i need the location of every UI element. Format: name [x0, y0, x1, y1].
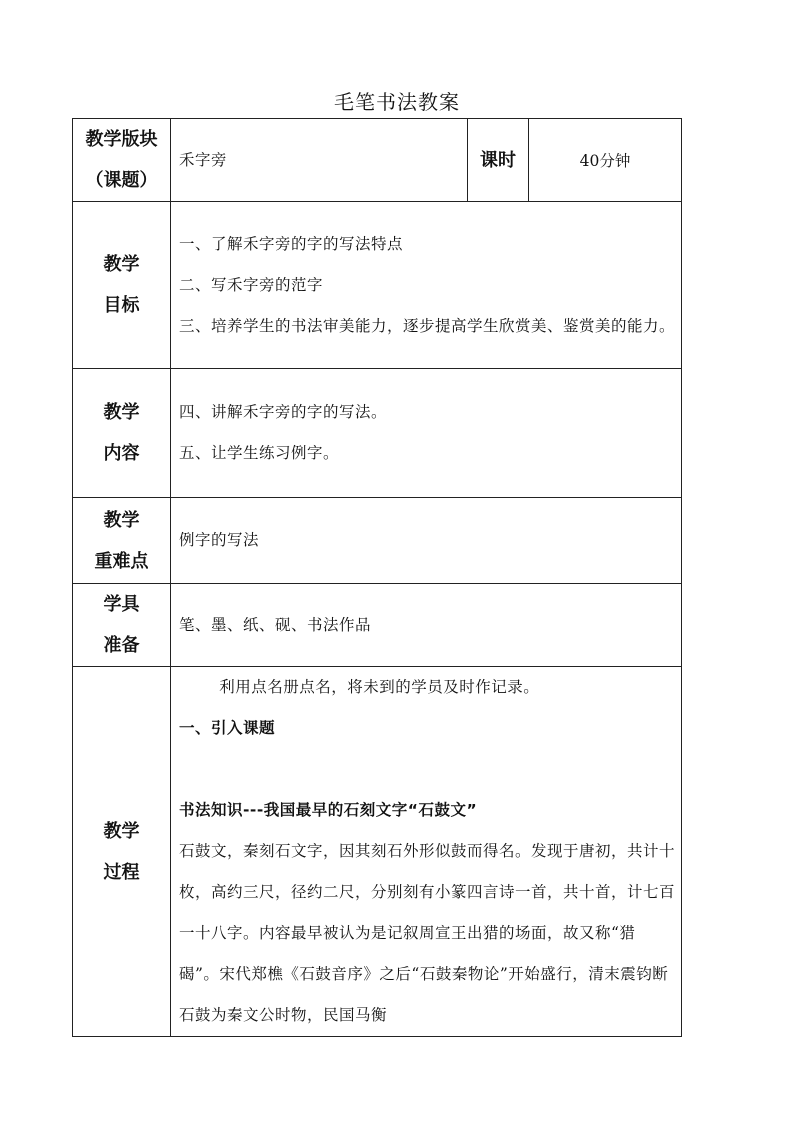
- page-title: 毛笔书法教案: [334, 90, 460, 114]
- process-label-line-2: 过程: [103, 861, 140, 883]
- goals-row: [73, 202, 682, 369]
- goals-label-line-2: 目标: [103, 295, 140, 316]
- goal-item: 二、写禾字旁的范字: [179, 275, 324, 294]
- knowledge-body: 石鼓文，秦刻石文字，因其刻石外形似鼓而得名。发现于唐初，共计十枚，高约三尺，径约二尺，分别刻有小篆四言诗一首，共十首，计七百一十八字。内容最早被认为是记叙周宣王出猎的场面，故又称“猎碣”。宋代郑樵《石鼓音序》之后“石鼓秦物论”开始盛行，清末震钧断石鼓为秦文公时物，民国马衡: [179, 842, 676, 1024]
- goal-item: 一、了解禾字旁的字的写法特点: [179, 234, 404, 253]
- process-label-cell: [73, 667, 171, 1037]
- knowledge-heading: 书法知识---我国最早的石刻文字“石鼓文”: [179, 801, 478, 819]
- process-content: [171, 667, 682, 1037]
- period-value: 40分钟: [529, 119, 682, 202]
- module-label-line-1: 教学版块: [85, 129, 158, 150]
- tools-label-cell: [73, 584, 171, 667]
- blank-line: [179, 749, 675, 790]
- process-label-line-1: 教学: [103, 820, 140, 842]
- content-row: [73, 369, 682, 498]
- tools-label-line-1: 学具: [103, 594, 140, 615]
- lesson-plan-table: [72, 118, 682, 1037]
- difficulty-value: 例字的写法: [171, 498, 682, 584]
- content-item: 四、讲解禾字旁的字的写法。: [179, 403, 388, 421]
- module-label-cell: [73, 119, 171, 202]
- goals-content: [171, 202, 682, 369]
- goals-label-line-1: 教学: [103, 254, 140, 275]
- roll-call-text: 利用点名册点名，将未到的学员及时作记录。: [219, 678, 540, 696]
- period-label: 课时: [468, 119, 529, 202]
- content-item: 五、让学生练习例字。: [179, 444, 340, 462]
- goals-label-cell: [73, 202, 171, 369]
- difficulty-label-line-1: 教学: [103, 509, 140, 531]
- tools-value: 笔、墨、纸、砚、书法作品: [171, 584, 682, 667]
- content-label-line-2: 内容: [103, 443, 140, 464]
- tools-label-line-2: 准备: [103, 635, 140, 656]
- process-row: [73, 667, 682, 1037]
- header-row: [73, 119, 682, 202]
- section-heading: 一、引入课题: [179, 719, 276, 737]
- module-label-line-2: （课题）: [85, 170, 158, 191]
- difficulty-label-cell: [73, 498, 171, 584]
- content-label-cell: [73, 369, 171, 498]
- module-value: 禾字旁: [171, 119, 468, 202]
- content-label-line-1: 教学: [103, 402, 140, 423]
- goal-item: 三、培养学生的书法审美能力，逐步提高学生欣赏美、鉴赏美的能力。: [179, 316, 676, 335]
- tools-row: [73, 584, 682, 667]
- difficulty-label-line-2: 重难点: [94, 550, 149, 572]
- difficulty-row: [73, 498, 682, 584]
- content-items: [171, 369, 682, 498]
